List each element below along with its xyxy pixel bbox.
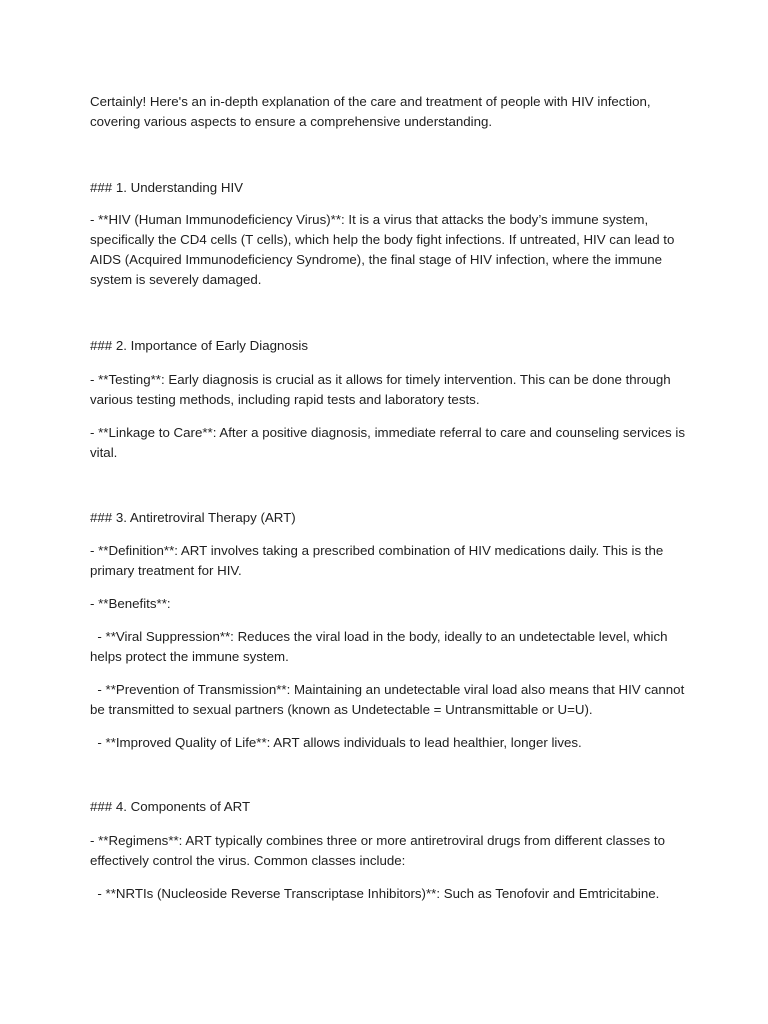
section-1-heading: ### 1. Understanding HIV xyxy=(90,180,244,195)
section-3-paragraph-1: - **Definition**: ART involves taking a prescribed combination of HIV medications daily. This is the primary treatment for HIV. xyxy=(90,543,664,578)
section-2-paragraph-2: - **Linkage to Care**: After a positive diagnosis, immediate referral to care and counseling services is vital. xyxy=(90,425,685,460)
section-3-heading: ### 3. Antiretroviral Therapy (ART) xyxy=(90,510,296,525)
section-4-paragraph-2: - **NRTIs (Nucleoside Reverse Transcriptase Inhibitors)**: Such as Tenofovir and Emtricitabine. xyxy=(90,886,660,901)
section-4-paragraph-1: - **Regimens**: ART typically combines three or more antiretroviral drugs from different classes to effectively control the virus. Common classes include: xyxy=(90,833,665,868)
section-4-heading: ### 4. Components of ART xyxy=(90,799,251,814)
section-3-paragraph-3: - **Viral Suppression**: Reduces the viral load in the body, ideally to an undetectable level, which helps protect the immune system. xyxy=(90,629,672,664)
section-2-heading: ### 2. Importance of Early Diagnosis xyxy=(90,338,309,353)
section-2-paragraph-1: - **Testing**: Early diagnosis is crucial as it allows for timely intervention. This can be done through various testing methods, including rapid tests and laboratory tests. xyxy=(90,372,671,407)
intro-paragraph: Certainly! Here's an in-depth explanation of the care and treatment of people with HIV infection, covering various aspects to ensure a comprehensive understanding. xyxy=(90,94,651,129)
section-3-paragraph-5: - **Improved Quality of Life**: ART allows individuals to lead healthier, longer lives. xyxy=(90,735,582,750)
section-3-paragraph-4: - **Prevention of Transmission**: Maintaining an undetectable viral load also means that HIV cannot be transmitted to sexual partners (known as Undetectable = Untransmittable or U=U). xyxy=(90,682,688,717)
section-1-paragraph-1: - **HIV (Human Immunodeficiency Virus)**: It is a virus that attacks the body’s immune system, specifically the CD4 cells (T cells), which help the body fight infections. If untreated, HIV can lead to AIDS (Acquired Immunodeficiency Syndrome), the final stage of HIV infection, where the immune system is severely damaged. xyxy=(90,212,675,287)
section-3-paragraph-2: - **Benefits**: xyxy=(90,596,171,611)
